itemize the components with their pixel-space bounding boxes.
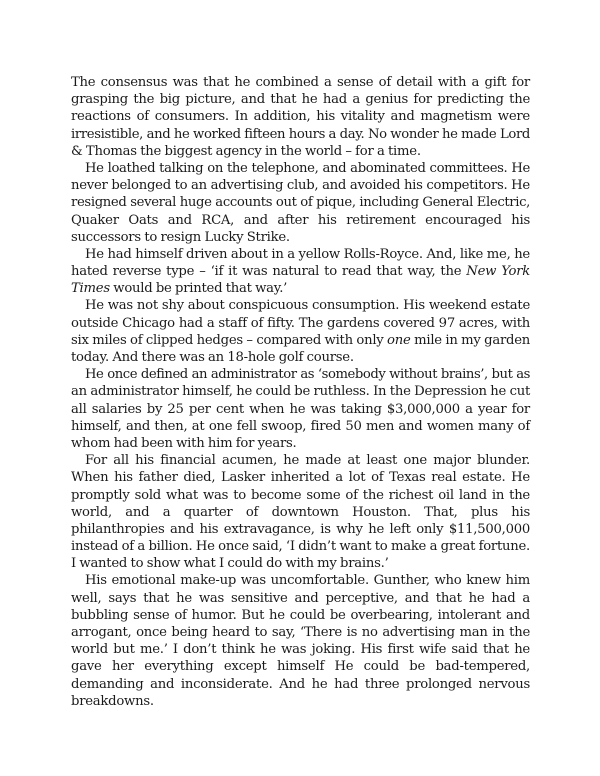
text-fragment: mile in my garden	[410, 332, 530, 348]
text-line: I wanted to show what I could do with my brains.’	[71, 556, 389, 572]
text-line	[71, 332, 530, 349]
text-line: He once defined an administrator as ‘somebody without brains’, but as	[85, 367, 530, 383]
text-line: bubbling sense of humor. But he could be overbearing, intolerant and	[71, 607, 530, 623]
text-line: & Thomas the biggest agency in the world – for a time.	[71, 143, 421, 159]
text-line: outside Chicago had a staff of fifty. The gardens covered 97 acres, with	[71, 315, 530, 331]
text-line: breakdowns.	[71, 693, 154, 709]
text-line: He had himself driven about in a yellow Rolls-Royce. And, like me, he	[85, 246, 530, 262]
text-line: world but me.’ I don’t think he was joking. His first wife said that he	[71, 642, 530, 658]
text-fragment: would be printed that way.’	[109, 281, 288, 297]
text-line: irresistible, and he worked fifteen hours a day. No wonder he made Lord	[71, 126, 530, 142]
text-fragment: hated reverse type – ‘if it was natural to read that way, the	[71, 264, 467, 280]
text-line: instead of a billion. He once said, ‘I didn’t want to make a great fortune.	[71, 539, 530, 555]
text-line: successors to resign Lucky Strike.	[71, 229, 290, 245]
text-line: promptly sold what was to become some of the richest oil land in the	[71, 487, 530, 503]
text-line: all salaries by 25 per cent when he was taking $3,000,000 a year for	[71, 401, 530, 417]
paragraph	[71, 572, 530, 710]
italic-title: New York	[466, 264, 530, 280]
text-line: resigned several huge accounts out of pique, including General Electric,	[71, 195, 530, 211]
text-line: When his father died, Lasker inherited a lot of Texas real estate. He	[71, 470, 530, 486]
text-line: Quaker Oats and RCA, and after his retirement encouraged his	[71, 212, 530, 228]
text-line: well, says that he was sensitive and perceptive, and that he had a	[71, 590, 530, 606]
text-line: For all his financial acumen, he made at least one major blunder.	[85, 453, 530, 469]
text-line: reactions of consumers. In addition, his vitality and magnetism were	[71, 109, 530, 125]
paragraph	[71, 366, 530, 452]
paragraph	[71, 452, 530, 572]
text-line: The consensus was that he combined a sense of detail with a gift for	[71, 75, 530, 90]
text-line: philanthropies and his extravagance, is why he left only $11,500,000	[71, 521, 530, 537]
text-line: whom had been with him for years.	[71, 435, 297, 451]
paragraph	[71, 160, 530, 246]
italic-title: Times	[71, 281, 110, 297]
text-line: He loathed talking on the telephone, and abominated committees. He	[85, 160, 530, 176]
text-line	[71, 280, 530, 297]
text-line: He was not shy about conspicuous consumption. His weekend estate	[85, 298, 530, 314]
text-line	[71, 263, 530, 280]
italic-emphasis: one	[387, 332, 411, 348]
text-line: an administrator himself, he could be ruthless. In the Depression he cut	[71, 384, 530, 400]
text-line: world, and a quarter of downtown Houston. That, plus his	[71, 504, 530, 520]
paragraph	[71, 74, 530, 160]
text-line: grasping the big picture, and that he had a genius for predicting the	[71, 92, 530, 108]
text-line: never belonged to an advertising club, and avoided his competitors. He	[71, 178, 530, 194]
text-line: His emotional make-up was uncomfortable. Gunther, who knew him	[85, 573, 530, 589]
text-fragment: six miles of clipped hedges – compared with only	[71, 332, 388, 348]
document-page	[71, 74, 530, 710]
text-line: himself, and then, at one fell swoop, fired 50 men and women many of	[71, 418, 530, 434]
text-line: gave her everything except himself He could be bad-tempered,	[71, 659, 530, 675]
text-line: today. And there was an 18-hole golf course.	[71, 350, 354, 365]
text-line: demanding and inconsiderate. And he had three prolonged nervous	[71, 676, 530, 692]
text-line: arrogant, once being heard to say, ‘There is no advertising man in the	[71, 625, 530, 640]
paragraph	[71, 297, 530, 366]
paragraph	[71, 246, 530, 298]
